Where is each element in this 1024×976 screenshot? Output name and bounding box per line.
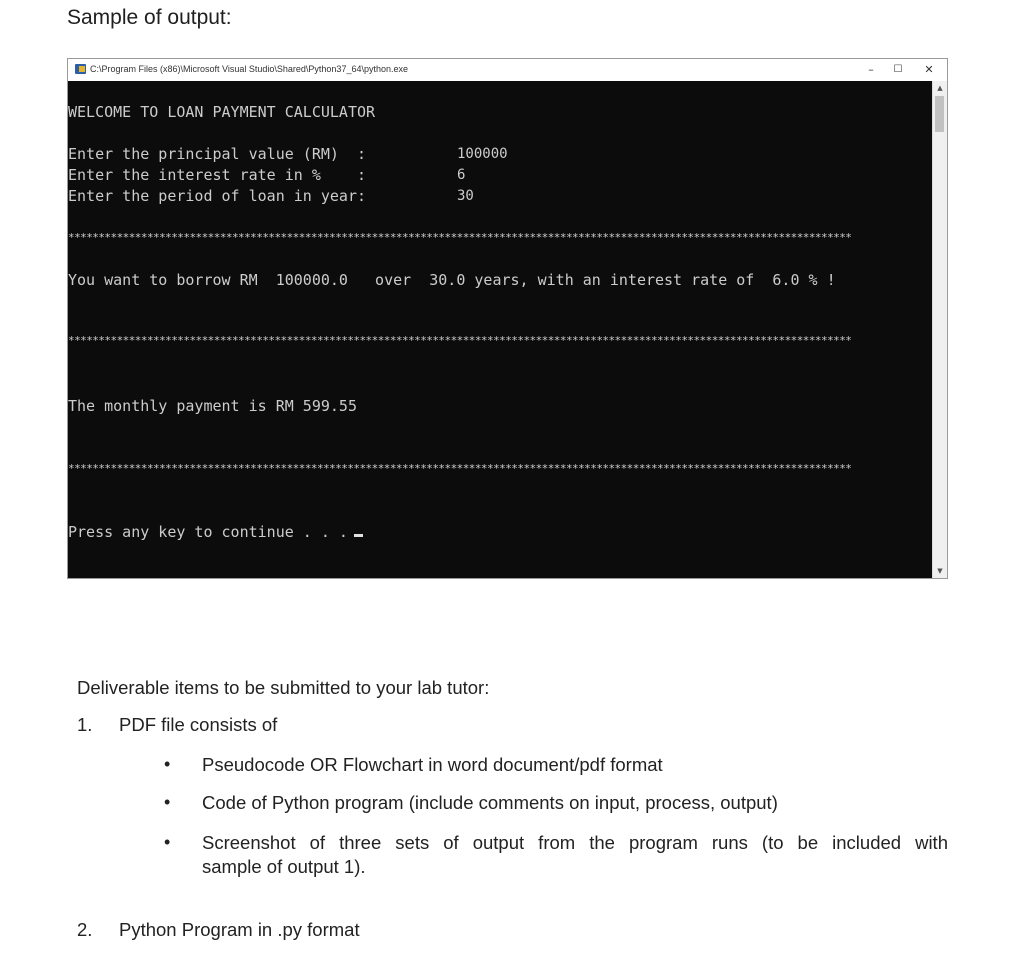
item-label: PDF file consists of [119,714,278,735]
borrow-summary: You want to borrow RM 100000.0 over 30.0 years, with an interest rate of 6.0 % ! [68,271,836,289]
bullet-item: Pseudocode OR Flowchart in word document/pdf format [202,754,663,775]
vertical-scrollbar[interactable] [932,81,947,578]
interest-prompt: Enter the interest rate in % : [68,166,367,184]
period-value: 30 [457,188,474,204]
window-titlebar[interactable] [68,59,947,82]
separator-line: ********************************************************************************************************************************* [68,334,852,347]
bullet-icon: • [164,792,171,812]
separator-line: ********************************************************************************************************************************* [68,462,852,475]
item-number: 2. [77,919,93,940]
interest-value: 6 [457,167,466,183]
bullet-item: Screenshot of three sets of output from the program runs (to be included with [202,832,948,853]
press-key-text: Press any key to continue . . . [68,523,348,541]
welcome-line: WELCOME TO LOAN PAYMENT CALCULATOR [68,103,376,121]
python-app-icon [75,64,86,74]
console-window [67,58,948,579]
scroll-down-icon[interactable]: ▼ [937,567,943,575]
maximize-button[interactable]: ☐ [893,64,903,75]
bullet-icon: • [164,832,171,852]
period-prompt: Enter the period of loan in year: [68,187,367,205]
scroll-up-icon[interactable]: ▲ [937,84,943,92]
item-number: 1. [77,714,93,735]
deliverables-intro: Deliverable items to be submitted to your lab tutor: [77,677,490,698]
text-cursor [354,534,363,537]
principal-prompt: Enter the principal value (RM) : [68,145,367,163]
minimize-button[interactable]: – [868,63,874,76]
scrollbar-thumb[interactable] [935,96,944,132]
separator-line: ********************************************************************************************************************************* [68,231,852,244]
monthly-payment-line: The monthly payment is RM 599.55 [68,397,357,415]
bullet-item-continuation: sample of output 1). [202,856,366,877]
item-label: Python Program in .py format [119,919,360,940]
principal-value: 100000 [457,146,508,162]
bullet-item: Code of Python program (include comments on input, process, output) [202,792,778,813]
sample-output-heading: Sample of output: [67,6,232,29]
window-title: C:\Program Files (x86)\Microsoft Visual Studio\Shared\Python37_64\python.exe [90,64,408,74]
press-key-line [68,522,363,542]
bullet-icon: • [164,754,171,774]
console-output[interactable] [68,81,933,578]
close-button[interactable]: ✕ [924,63,934,76]
